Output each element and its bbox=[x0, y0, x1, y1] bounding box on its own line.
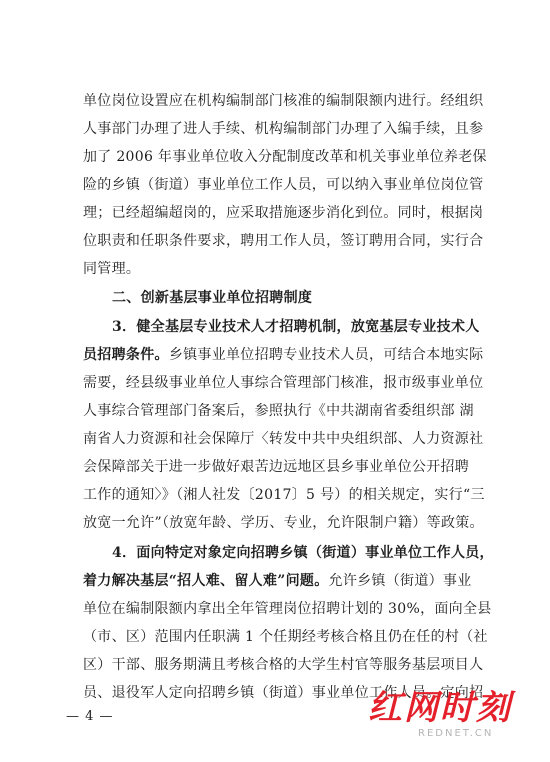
text-line: 人事部门办理了进人手续、机构编制部门办理了入编手续，且参 bbox=[83, 121, 484, 137]
text-line: 险的乡镇（街道）事业单位工作人员，可以纳入事业单位岗位管 bbox=[83, 177, 484, 193]
text-line bbox=[83, 346, 493, 364]
text-line: 位职责和任职条件要求，聘用工作人员，签订聘用合同，实行合 bbox=[83, 233, 484, 249]
text-line: 区）干部、服务期满且考核合格的大学生村官等服务基层项目人 bbox=[83, 657, 484, 673]
text-line: 人事综合管理部门备案后，参照执行《中共湖南省委组织部 湖 bbox=[83, 403, 474, 419]
text-line: 放宽一允许”（放宽年龄、学历、专业，允许限制户籍）等政策。 bbox=[83, 515, 484, 531]
paragraph-lead-end: 员招聘条件。 bbox=[83, 347, 169, 363]
text-line: 理；已经超编超岗的，应采取措施逐步消化到位。同时，根据岗 bbox=[83, 205, 484, 221]
text-span: 允许乡镇（街道）事业 bbox=[328, 573, 472, 589]
text-line: 同管理。 bbox=[83, 261, 141, 277]
text-line: （市、区）范围内任职满 1 个任期经考核合格且仍在任的村（社 bbox=[83, 629, 488, 645]
text-line: 南省人力资源和社会保障厅〈转发中共中央组织部、人力资源社 bbox=[83, 431, 484, 447]
text-line: 单位在编制限额内拿出全年管理岗位招聘计划的 30%，面向全县 bbox=[83, 601, 492, 617]
watermark-text: 红网时刻 bbox=[368, 688, 512, 728]
text-line: 需要，经县级事业单位人事综合管理部门核准，报市级事业单位 bbox=[83, 375, 484, 391]
page-number: — 4 — bbox=[66, 709, 114, 724]
section-heading: 二、创新基层事业单位招聘制度 bbox=[112, 290, 313, 306]
text-line: 员、退役军人定向招聘乡镇（街道）事业单位工作人员。定向招 bbox=[83, 685, 484, 701]
paragraph-lead: 4．面向特定对象定向招聘乡镇（街道）事业单位工作人员， bbox=[112, 545, 494, 561]
text-line: 单位岗位设置应在机构编制部门核准的编制限额内进行。经组织 bbox=[83, 93, 484, 109]
paragraph-lead: 3．健全基层专业技术人才招聘机制，放宽基层专业技术人 bbox=[112, 319, 480, 335]
watermark-logo bbox=[360, 680, 525, 750]
text-line: 工作的通知〉》（湘人社发〔2017〕5 号）的相关规定，实行“三 bbox=[83, 487, 485, 503]
text-line: 加了 2006 年事业单位收入分配制度改革和机关事业单位养老保 bbox=[83, 149, 487, 165]
paragraph-lead-end: 着力解决基层“招人难、留人难”问题。 bbox=[83, 573, 329, 589]
text-span: 乡镇事业单位招聘专业技术人员，可结合本地实际 bbox=[168, 347, 484, 363]
text-line: 会保障部关于进一步做好艰苦边远地区县乡事业单位公开招聘 bbox=[83, 459, 470, 475]
watermark-subtext: REDNET.CN bbox=[418, 728, 494, 739]
text-line bbox=[83, 572, 493, 590]
